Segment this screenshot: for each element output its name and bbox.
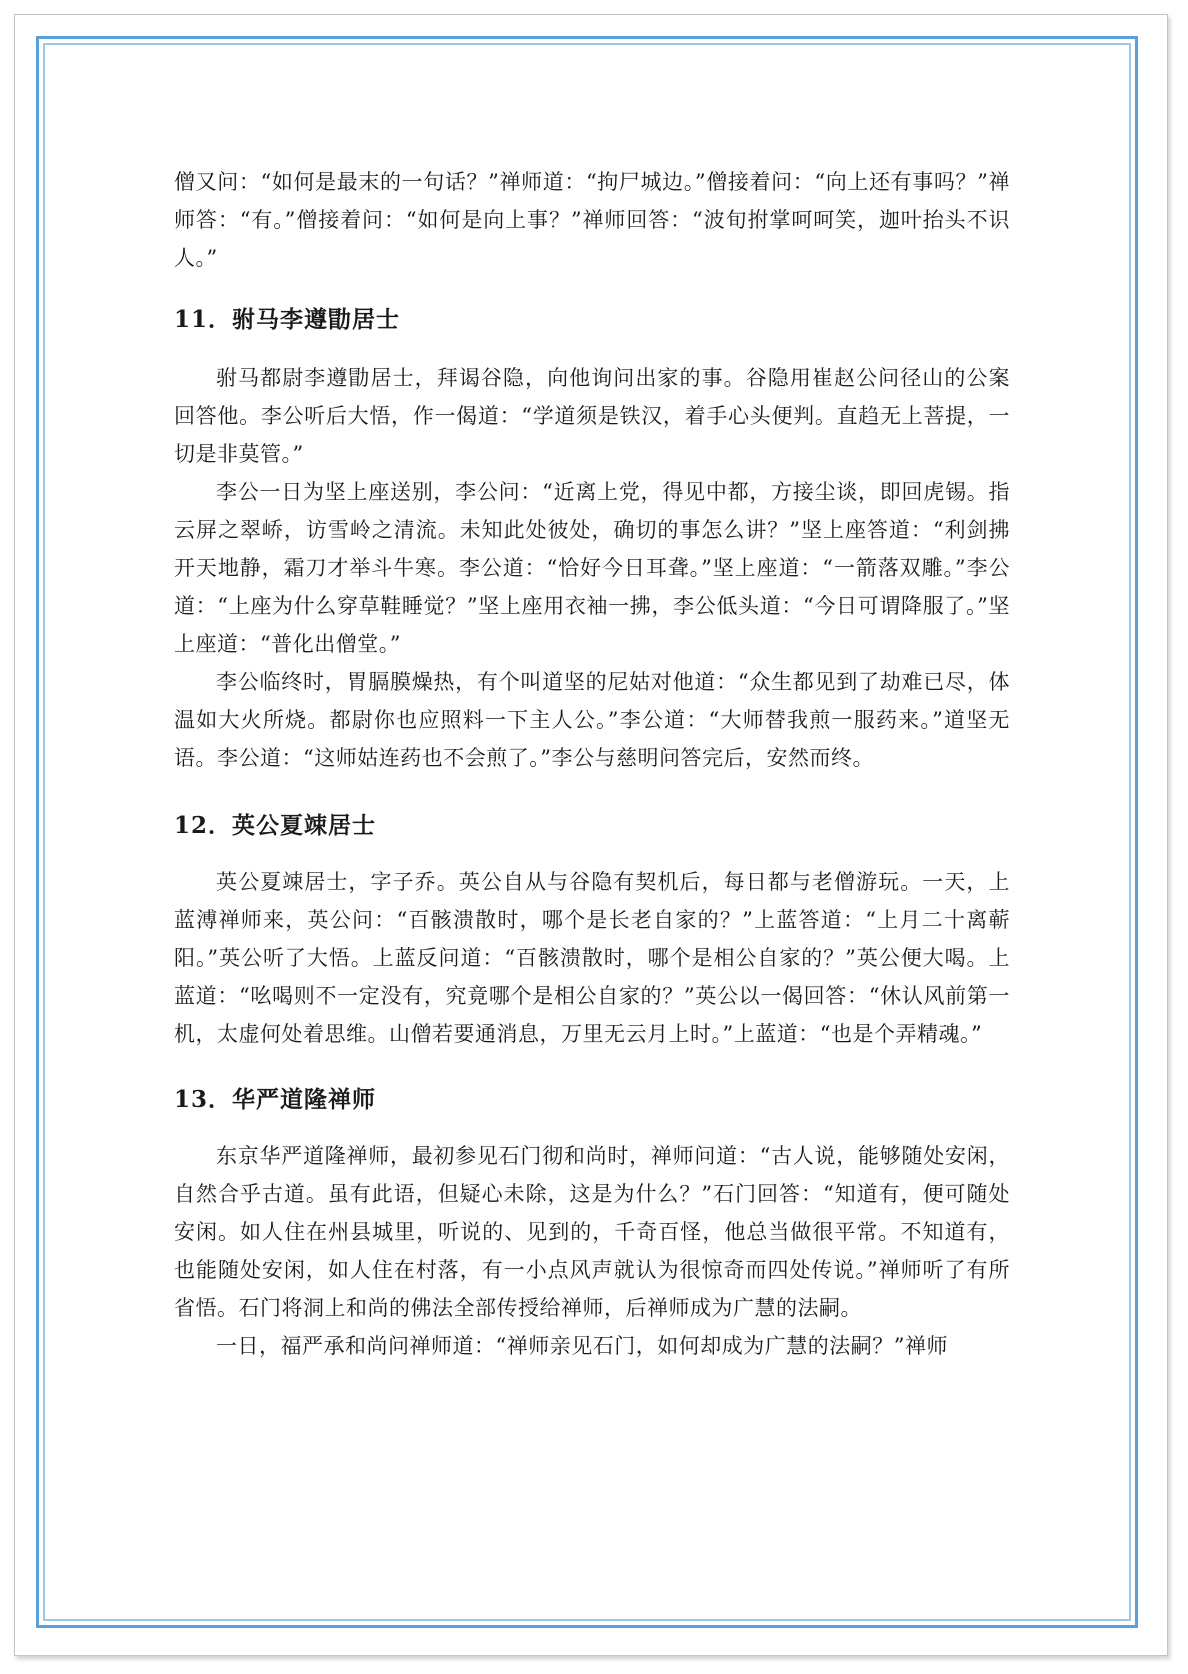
intro-paragraph: 僧又问：“如何是最末的一句话？”禅师道：“拘尸城边。”僧接着问：“向上还有事吗？”禅师答：“有。”僧接着问：“如何是向上事？”禅师回答：“波旬拊掌呵呵笑，迦叶抬头不识人。” xyxy=(174,170,1010,270)
section-11-paragraph-2: 李公一日为坚上座送别，李公问：“近离上党，得见中都，方接尘谈，即回虎锡。指云屏之翠峤，访雪岭之清流。未知此处彼处，确切的事怎么讲？”坚上座答道：“利剑拂开天地静，霜刀才举斗牛寒。李公道：“恰好今日耳聋。”坚上座道：“一箭落双雕。”李公道：“上座为什么穿草鞋睡觉？”坚上座用衣袖一拂，李公低头道：“今日可谓降服了。”坚上座道：“普化出僧堂。” xyxy=(174,480,1010,656)
section-13-paragraph-2: 一日，福严承和尚问禅师道：“禅师亲见石门，如何却成为广慧的法嗣？”禅师 xyxy=(216,1334,948,1358)
section-11-paragraph-3: 李公临终时，胃膈膜燥热，有个叫道坚的尼姑对他道：“众生都见到了劫难已尽，体温如大火所烧。都尉你也应照料一下主人公。”李公道：“大师替我煎一服药来。”道坚无语。李公道：“这师姑连药也不会煎了。”李公与慈明问答完后，安然而终。 xyxy=(174,670,1010,770)
section-heading-13: 13．华严道隆禅师 xyxy=(174,1086,377,1113)
page-body xyxy=(174,163,1010,1365)
section-heading-12: 12．英公夏竦居士 xyxy=(174,812,377,839)
section-11-paragraph-1: 驸马都尉李遵勖居士，拜谒谷隐，向他询问出家的事。谷隐用崔赵公问径山的公案回答他。李公听后大悟，作一偈道：“学道须是铁汉，着手心头便判。直趋无上菩提，一切是非莫管。” xyxy=(174,366,1010,466)
section-13-paragraph-1: 东京华严道隆禅师，最初参见石门彻和尚时，禅师问道：“古人说，能够随处安闲，自然合乎古道。虽有此语，但疑心未除，这是为什么？”石门回答：“知道有，便可随处安闲。如人住在州县城里，听说的、见到的，千奇百怪，他总当做很平常。不知道有，也能随处安闲，如人住在村落，有一小点风声就认为很惊奇而四处传说。”禅师听了有所省悟。石门将洞上和尚的佛法全部传授给禅师，后禅师成为广慧的法嗣。 xyxy=(174,1144,1010,1320)
section-heading-11: 11．驸马李遵勖居士 xyxy=(174,306,401,333)
section-12-paragraph-1: 英公夏竦居士，字子乔。英公自从与谷隐有契机后，每日都与老僧游玩。一天，上蓝溥禅师来，英公问：“百骸溃散时，哪个是长老自家的？”上蓝答道：“上月二十离蕲阳。”英公听了大悟。上蓝反问道：“百骸溃散时，哪个是相公自家的？”英公便大喝。上蓝道：“吆喝则不一定没有，究竟哪个是相公自家的？”英公以一偈回答：“休认风前第一机，太虚何处着思维。山僧若要通消息，万里无云月上时。”上蓝道：“也是个弄精魂。” xyxy=(174,870,1010,1046)
